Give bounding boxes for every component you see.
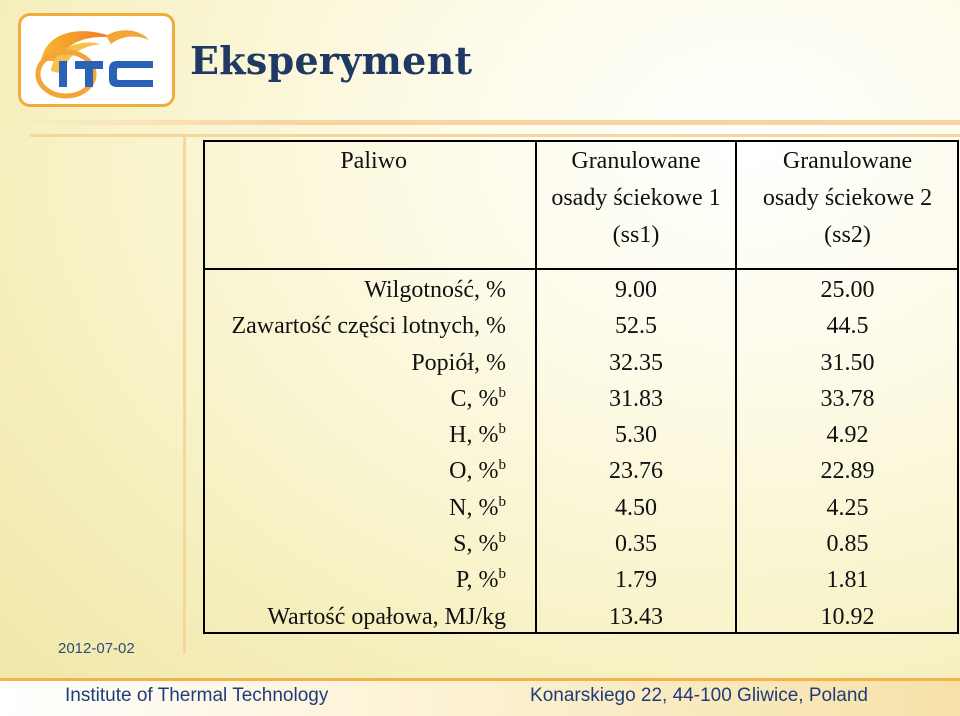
row-value-ss1: 0.35 bbox=[615, 531, 657, 558]
row-value-ss1: 9.00 bbox=[615, 277, 657, 303]
row-value-ss2: 0.85 bbox=[826, 531, 869, 558]
table-row bbox=[205, 308, 957, 344]
row-value-ss2: 10.92 bbox=[820, 603, 875, 630]
row-value-ss2: 1.81 bbox=[826, 567, 869, 594]
table-row bbox=[205, 526, 957, 562]
decorative-line-vertical bbox=[183, 134, 186, 654]
row-value-ss1: 1.79 bbox=[615, 567, 657, 594]
row-label: C, %$^b$ bbox=[450, 384, 506, 412]
row-value-ss1: 31.83 bbox=[609, 385, 663, 412]
logo-text: ITC bbox=[21, 16, 23, 17]
header-ss1-line: (ss1) bbox=[612, 222, 660, 248]
itc-logo bbox=[18, 13, 175, 107]
table-row bbox=[205, 345, 957, 381]
row-value-ss1: 13.43 bbox=[609, 603, 663, 630]
row-value-ss2: 25.00 bbox=[820, 277, 875, 303]
table-row bbox=[205, 417, 957, 453]
itc-logo-graphic bbox=[21, 16, 172, 104]
table-row bbox=[205, 562, 957, 598]
header-ss2-line: osady ściekowe 2 bbox=[762, 185, 933, 211]
row-value-ss1: 23.76 bbox=[609, 458, 663, 485]
slide-date: 2012-07-02 bbox=[58, 640, 135, 657]
page-title: Eksperyment bbox=[190, 38, 473, 83]
table-row bbox=[205, 453, 957, 489]
row-value-ss1: 52.5 bbox=[615, 313, 657, 340]
row-label: Popiół, % bbox=[411, 349, 506, 376]
table-row bbox=[205, 272, 957, 308]
header-ss1 bbox=[537, 143, 735, 254]
header-divider bbox=[205, 268, 957, 270]
row-label: H, %$^b$ bbox=[449, 421, 506, 449]
row-label: Wilgotność, % bbox=[364, 277, 506, 303]
footer-bar bbox=[0, 678, 960, 716]
row-value-ss1: 32.35 bbox=[609, 349, 663, 376]
fuel-properties-table bbox=[203, 140, 959, 634]
row-label: O, %$^b$ bbox=[449, 457, 506, 485]
table-row bbox=[205, 381, 957, 417]
header-ss2 bbox=[736, 143, 959, 254]
decorative-line-horizontal bbox=[30, 134, 960, 137]
row-label: S, %$^b$ bbox=[453, 530, 506, 558]
header-fuel-label: Paliwo bbox=[340, 148, 407, 174]
decorative-band bbox=[0, 120, 960, 125]
row-value-ss2: 4.25 bbox=[826, 494, 869, 521]
row-value-ss2: 31.50 bbox=[820, 349, 875, 376]
row-value-ss1: 5.30 bbox=[615, 422, 657, 449]
row-label: Wartość opałowa, MJ/kg bbox=[267, 603, 506, 630]
row-value-ss2: 44.5 bbox=[826, 313, 869, 340]
footer-address: Konarskiego 22, 44-100 Gliwice, Poland bbox=[530, 685, 868, 706]
row-value-ss2: 4.92 bbox=[826, 422, 869, 449]
table-row bbox=[205, 490, 957, 526]
row-label: P, %$^b$ bbox=[455, 566, 506, 594]
table-row bbox=[205, 599, 957, 635]
header-ss2-line: Granulowane bbox=[782, 148, 913, 174]
header-ss1-line: Granulowane bbox=[571, 148, 701, 174]
row-label: N, %$^b$ bbox=[449, 493, 506, 521]
footer-institute: Institute of Thermal Technology bbox=[65, 685, 329, 706]
table-body bbox=[205, 272, 957, 635]
row-value-ss1: 4.50 bbox=[615, 494, 657, 521]
header-ss1-line: osady ściekowe 1 bbox=[551, 185, 721, 211]
row-value-ss2: 33.78 bbox=[820, 385, 875, 412]
row-label: Zawartość części lotnych, % bbox=[231, 313, 506, 340]
row-value-ss2: 22.89 bbox=[820, 458, 875, 485]
header-ss2-line: (ss2) bbox=[824, 222, 871, 248]
